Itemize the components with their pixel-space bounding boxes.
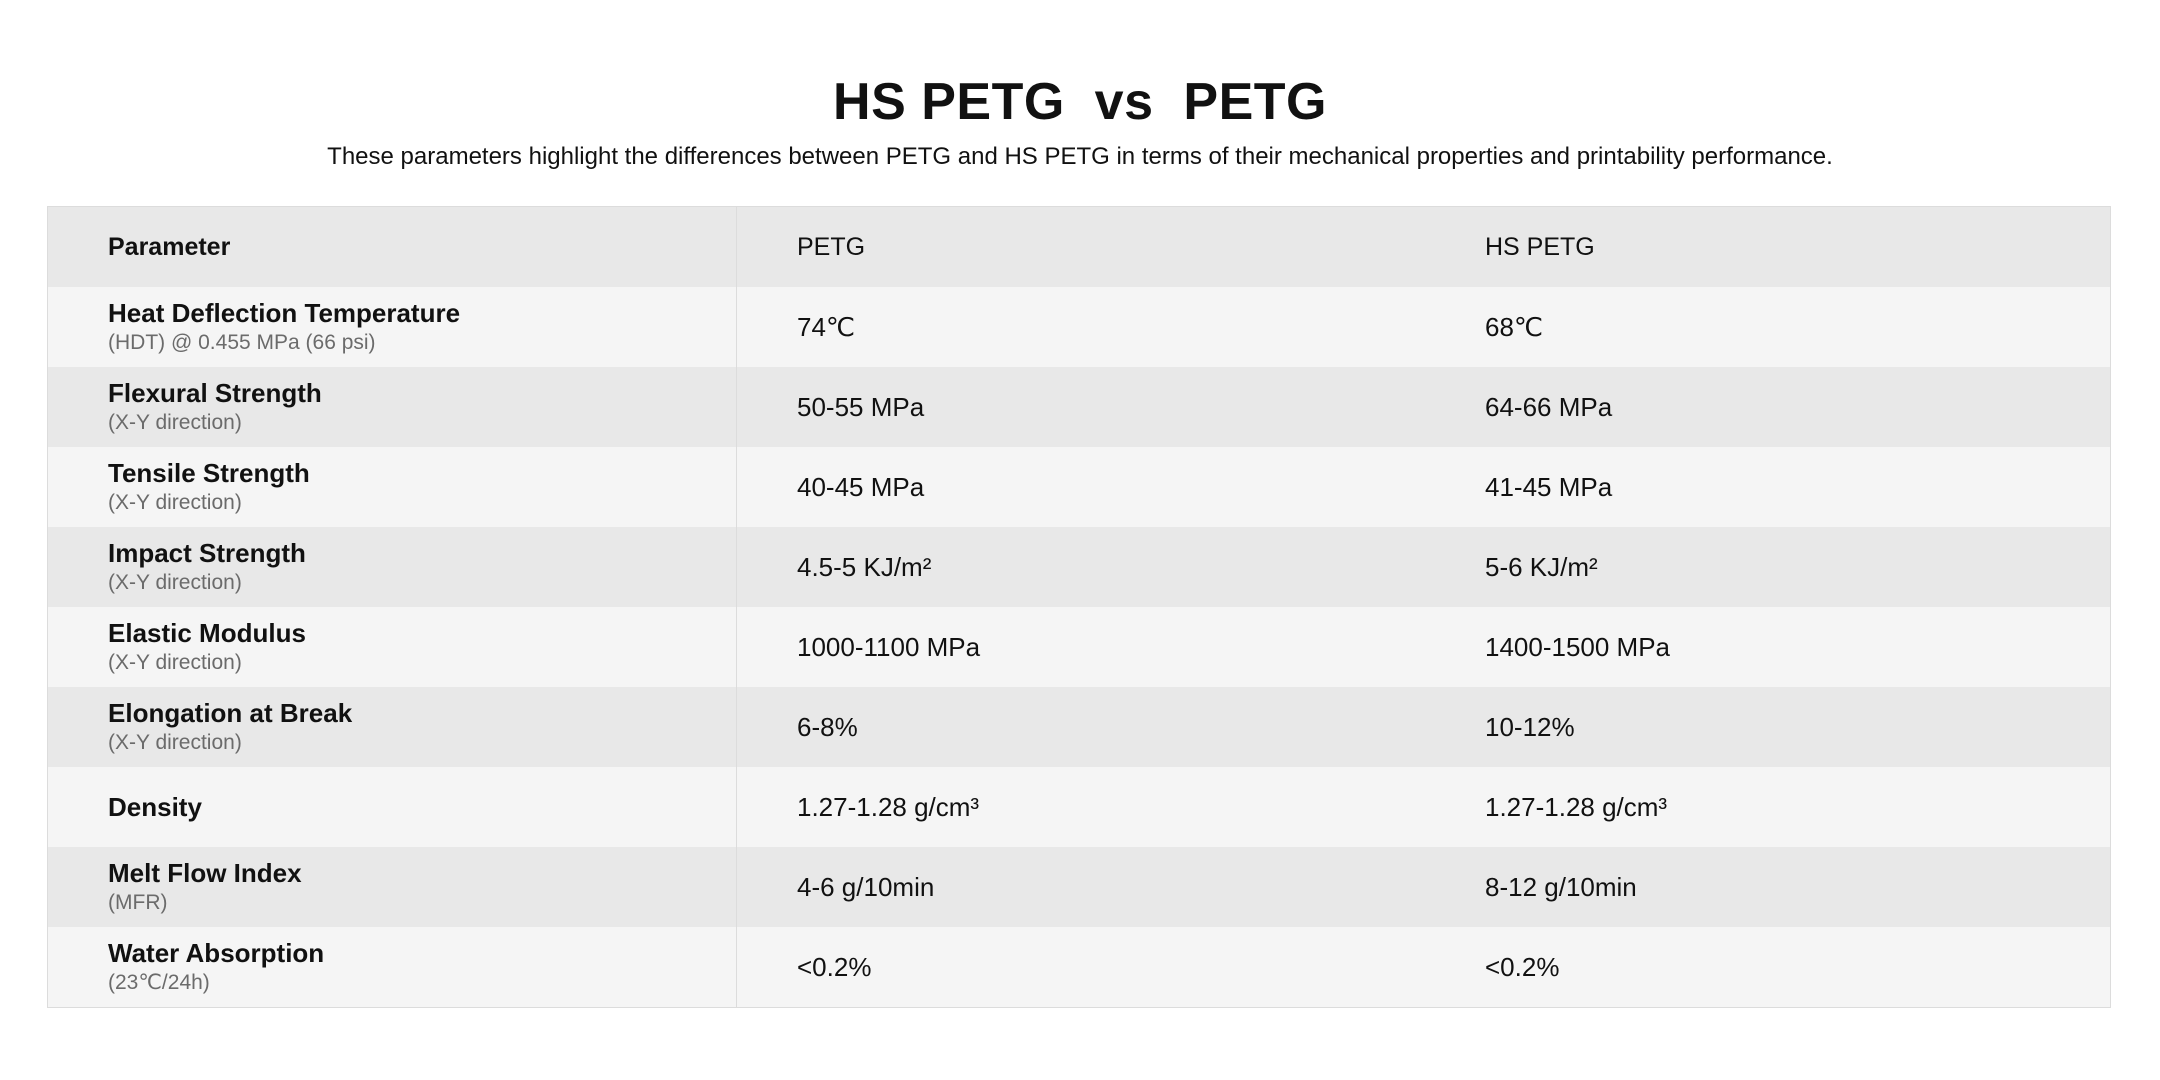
parameter-name: Melt Flow Index (108, 858, 302, 888)
petg-value: 6-8% (797, 712, 858, 742)
hs-petg-value-cell (1425, 927, 2110, 1007)
hs-petg-value-cell (1425, 287, 2110, 367)
petg-value-cell (737, 527, 1425, 607)
header-cell-hs-petg (1425, 207, 2110, 287)
table-row (48, 447, 2110, 527)
hs-petg-value: 1400-1500 MPa (1485, 632, 1671, 662)
petg-value-cell (737, 367, 1425, 447)
hs-petg-value: <0.2% (1485, 952, 1560, 982)
table-row (48, 367, 2110, 447)
table-row (48, 287, 2110, 367)
table-row (48, 687, 2110, 767)
page-subtitle: These parameters highlight the differences between PETG and HS PETG in terms of their mechanical properties and printability performance. (327, 143, 1833, 170)
hs-petg-value-cell (1425, 767, 2110, 847)
petg-value: <0.2% (797, 952, 872, 982)
parameter-name: Impact Strength (108, 538, 306, 568)
table-row (48, 927, 2110, 1007)
parameter-cell (48, 367, 737, 447)
parameter-cell (48, 607, 737, 687)
petg-value-cell (737, 767, 1425, 847)
parameter-note: (X-Y direction) (108, 571, 242, 594)
parameter-note: (23℃/24h) (108, 971, 210, 994)
parameter-name: Density (108, 792, 202, 822)
parameter-cell (48, 927, 737, 1007)
parameter-cell (48, 767, 737, 847)
hs-petg-value: 1.27-1.28 g/cm³ (1485, 792, 1668, 822)
hs-petg-value: 8-12 g/10min (1485, 872, 1637, 902)
table-row (48, 607, 2110, 687)
petg-value-cell (737, 847, 1425, 927)
comparison-table (47, 206, 2111, 1008)
parameter-cell (48, 447, 737, 527)
page-title: HS PETG vs PETG (833, 73, 1327, 131)
header-label-petg: PETG (797, 233, 866, 261)
petg-value: 1.27-1.28 g/cm³ (797, 792, 980, 822)
hs-petg-value-cell (1425, 527, 2110, 607)
hs-petg-value-cell (1425, 367, 2110, 447)
header-label-parameter: Parameter (108, 233, 231, 261)
parameter-name: Flexural Strength (108, 378, 322, 408)
hs-petg-value-cell (1425, 847, 2110, 927)
parameter-name: Elongation at Break (108, 698, 353, 728)
table-row (48, 767, 2110, 847)
header-cell-petg (737, 207, 1425, 287)
parameter-cell (48, 847, 737, 927)
hs-petg-value: 68℃ (1485, 312, 1544, 342)
petg-value-cell (737, 447, 1425, 527)
petg-value: 1000-1100 MPa (797, 632, 981, 662)
petg-value: 50-55 MPa (797, 392, 925, 422)
hs-petg-value: 41-45 MPa (1485, 472, 1613, 502)
hs-petg-value: 64-66 MPa (1485, 392, 1613, 422)
hs-petg-value-cell (1425, 687, 2110, 767)
table-row (48, 527, 2110, 607)
petg-value-cell (737, 607, 1425, 687)
parameter-name: Heat Deflection Temperature (108, 298, 461, 328)
parameter-name: Water Absorption (108, 938, 325, 968)
petg-value-cell (737, 287, 1425, 367)
parameter-cell (48, 527, 737, 607)
parameter-note: (HDT) @ 0.455 MPa (66 psi) (108, 331, 376, 354)
parameter-cell (48, 687, 737, 767)
header-cell-parameter (48, 207, 737, 287)
petg-value: 40-45 MPa (797, 472, 925, 502)
parameter-note: (X-Y direction) (108, 491, 242, 514)
table-header-row (48, 207, 2110, 287)
hs-petg-value: 5-6 KJ/m² (1485, 552, 1598, 582)
parameter-note: (MFR) (108, 891, 168, 914)
hs-petg-value: 10-12% (1485, 712, 1575, 742)
parameter-name: Tensile Strength (108, 458, 310, 488)
parameter-note: (X-Y direction) (108, 411, 242, 434)
petg-value: 74℃ (797, 312, 856, 342)
table-row (48, 847, 2110, 927)
parameter-name: Elastic Modulus (108, 618, 306, 648)
header-label-hs-petg: HS PETG (1485, 233, 1595, 261)
petg-value-cell (737, 687, 1425, 767)
petg-value: 4.5-5 KJ/m² (797, 552, 932, 582)
hs-petg-value-cell (1425, 447, 2110, 527)
petg-value-cell (737, 927, 1425, 1007)
parameter-note: (X-Y direction) (108, 651, 242, 674)
parameter-note: (X-Y direction) (108, 731, 242, 754)
parameter-cell (48, 287, 737, 367)
petg-value: 4-6 g/10min (797, 872, 935, 902)
hs-petg-value-cell (1425, 607, 2110, 687)
